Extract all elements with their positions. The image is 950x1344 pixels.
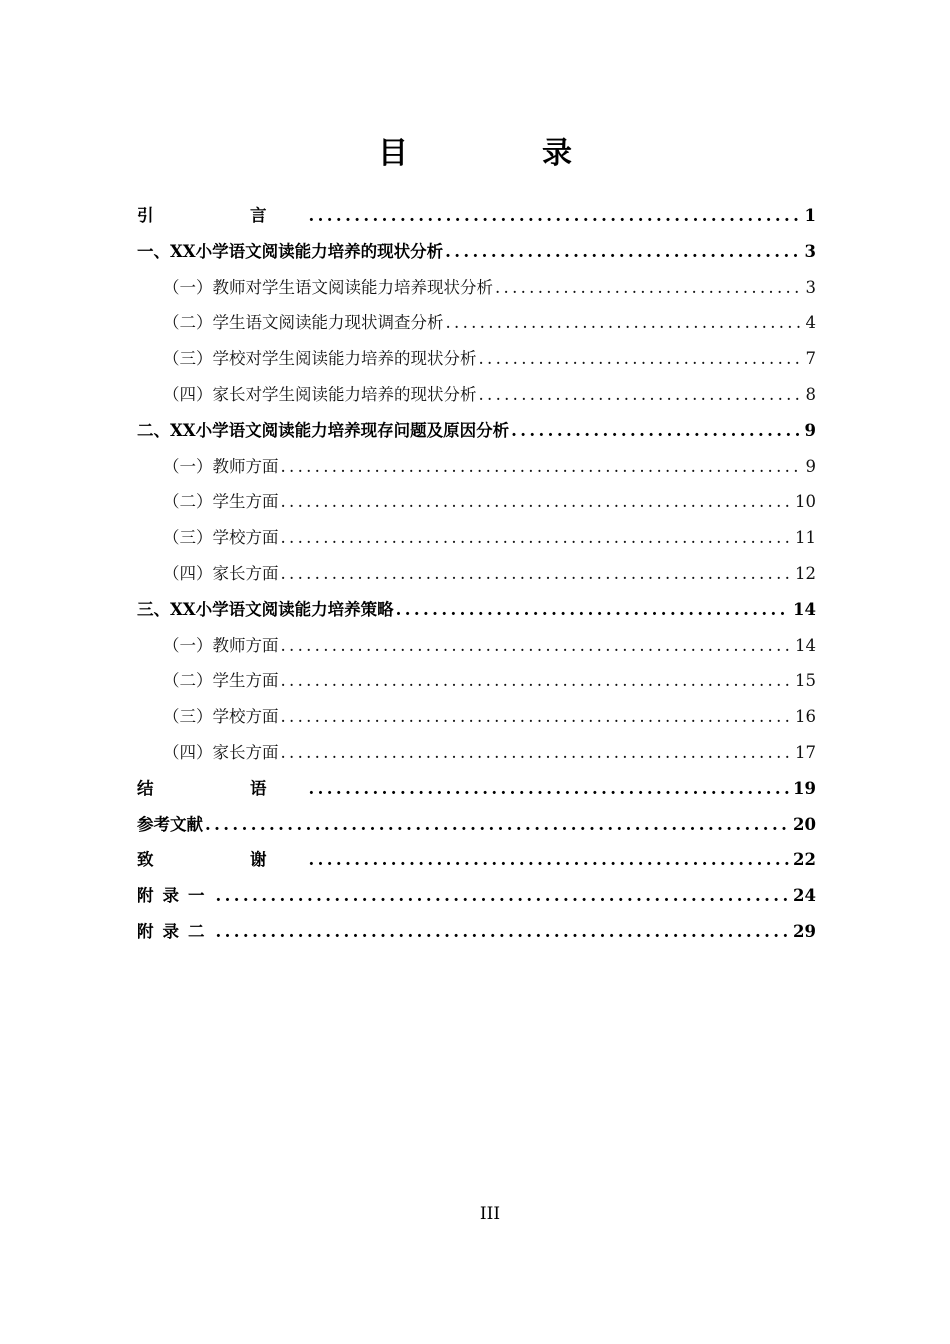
toc-entry-label: （四）家长对学生阅读能力培养的现状分析: [163, 384, 477, 404]
toc-leader: [396, 592, 790, 628]
toc-entry[interactable]: [137, 305, 816, 341]
toc-entry[interactable]: [137, 914, 816, 950]
toc-entry-label: （二）学生方面: [163, 671, 279, 691]
toc-entry-label: 致 谢: [137, 850, 307, 870]
toc-entry-label: 一、XX小学语文阅读能力培养的现状分析: [137, 241, 444, 261]
toc-entry-label: （三）学校方面: [163, 707, 279, 727]
toc-entry[interactable]: [137, 556, 816, 592]
toc-entry-label: 三、XX小学语文阅读能力培养策略: [137, 599, 394, 619]
toc-entry[interactable]: [137, 699, 816, 735]
toc-entry-page: 29: [793, 921, 816, 941]
toc-entry[interactable]: [137, 663, 816, 699]
toc-entry-page: 7: [805, 349, 816, 369]
toc-entry[interactable]: [137, 628, 816, 664]
toc-leader: [309, 771, 791, 807]
toc-leader: [281, 735, 793, 771]
toc-leader: [446, 305, 803, 341]
toc-entry[interactable]: [137, 198, 816, 234]
toc-entry[interactable]: [137, 377, 816, 413]
toc-leader: [495, 270, 803, 306]
toc-entry-label: （一）教师方面: [163, 456, 279, 476]
toc-entry-label: 参考文献: [137, 814, 203, 834]
toc-leader: [309, 198, 802, 234]
toc-entry[interactable]: [137, 520, 816, 556]
toc-entry-page: 9: [805, 456, 816, 476]
toc-leader: [281, 556, 793, 592]
toc-entry[interactable]: [137, 270, 816, 306]
toc-entry-label: （四）家长方面: [163, 563, 279, 583]
toc-entry[interactable]: [137, 234, 816, 270]
toc-entry[interactable]: [137, 449, 816, 485]
toc-entry-page: 19: [793, 778, 816, 798]
toc-entry-page: 20: [793, 814, 816, 834]
toc-entry-label: （一）教师对学生语文阅读能力培养现状分析: [163, 277, 493, 297]
toc-leader: [281, 484, 793, 520]
toc-leader: [281, 520, 793, 556]
toc-entry-page: 9: [804, 420, 816, 440]
toc-entry-label: （三）学校对学生阅读能力培养的现状分析: [163, 349, 477, 369]
toc-entry-page: 14: [795, 635, 816, 655]
toc-entry-label: 引 言: [137, 206, 307, 225]
page-number-footer: III: [479, 1204, 501, 1224]
toc-entry-page: 22: [793, 850, 816, 870]
toc-entry-page: 14: [793, 599, 816, 619]
toc-leader: [281, 628, 793, 664]
toc-entry[interactable]: [137, 878, 816, 914]
toc-leader: [445, 234, 801, 270]
toc-entry-page: 12: [795, 563, 816, 583]
toc-entry[interactable]: [137, 842, 816, 878]
toc-entry-label: （三）学校方面: [163, 528, 279, 548]
toc-entry-page: 10: [795, 492, 816, 512]
toc-entry[interactable]: [137, 807, 816, 843]
page-title: 目 录: [378, 136, 624, 171]
toc-entry-page: 8: [805, 384, 816, 404]
toc-entry[interactable]: [137, 484, 816, 520]
toc-entry-page: 3: [804, 241, 816, 261]
toc-entry-label: 结 语: [137, 778, 307, 798]
toc-leader: [309, 842, 791, 878]
toc-entry[interactable]: [137, 771, 816, 807]
table-of-contents: [137, 198, 816, 950]
toc-entry-label: 附录一: [137, 886, 214, 906]
toc-leader: [281, 449, 803, 485]
toc-entry[interactable]: [137, 592, 816, 628]
toc-entry-page: 3: [805, 277, 816, 297]
toc-leader: [511, 413, 801, 449]
toc-leader: [216, 914, 791, 950]
toc-entry-page: 24: [793, 886, 816, 906]
toc-entry-label: （二）学生语文阅读能力现状调查分析: [163, 313, 444, 333]
toc-leader: [479, 377, 803, 413]
toc-entry-label: 附录二: [137, 921, 214, 941]
toc-entry-page: 15: [795, 671, 816, 691]
toc-entry-page: 1: [804, 206, 816, 225]
toc-entry[interactable]: [137, 341, 816, 377]
toc-entry-page: 16: [795, 707, 816, 727]
toc-entry-page: 17: [795, 742, 816, 762]
toc-entry-page: 11: [795, 528, 816, 548]
toc-leader: [281, 663, 793, 699]
toc-leader: [216, 878, 791, 914]
toc-leader: [205, 807, 790, 843]
toc-entry-label: （二）学生方面: [163, 492, 279, 512]
toc-entry[interactable]: [137, 735, 816, 771]
toc-entry-label: 二、XX小学语文阅读能力培养现存问题及原因分析: [137, 420, 510, 440]
toc-leader: [281, 699, 793, 735]
toc-entry-label: （四）家长方面: [163, 742, 279, 762]
toc-leader: [479, 341, 803, 377]
toc-entry-page: 4: [805, 313, 816, 333]
toc-entry-label: （一）教师方面: [163, 635, 279, 655]
toc-entry[interactable]: [137, 413, 816, 449]
